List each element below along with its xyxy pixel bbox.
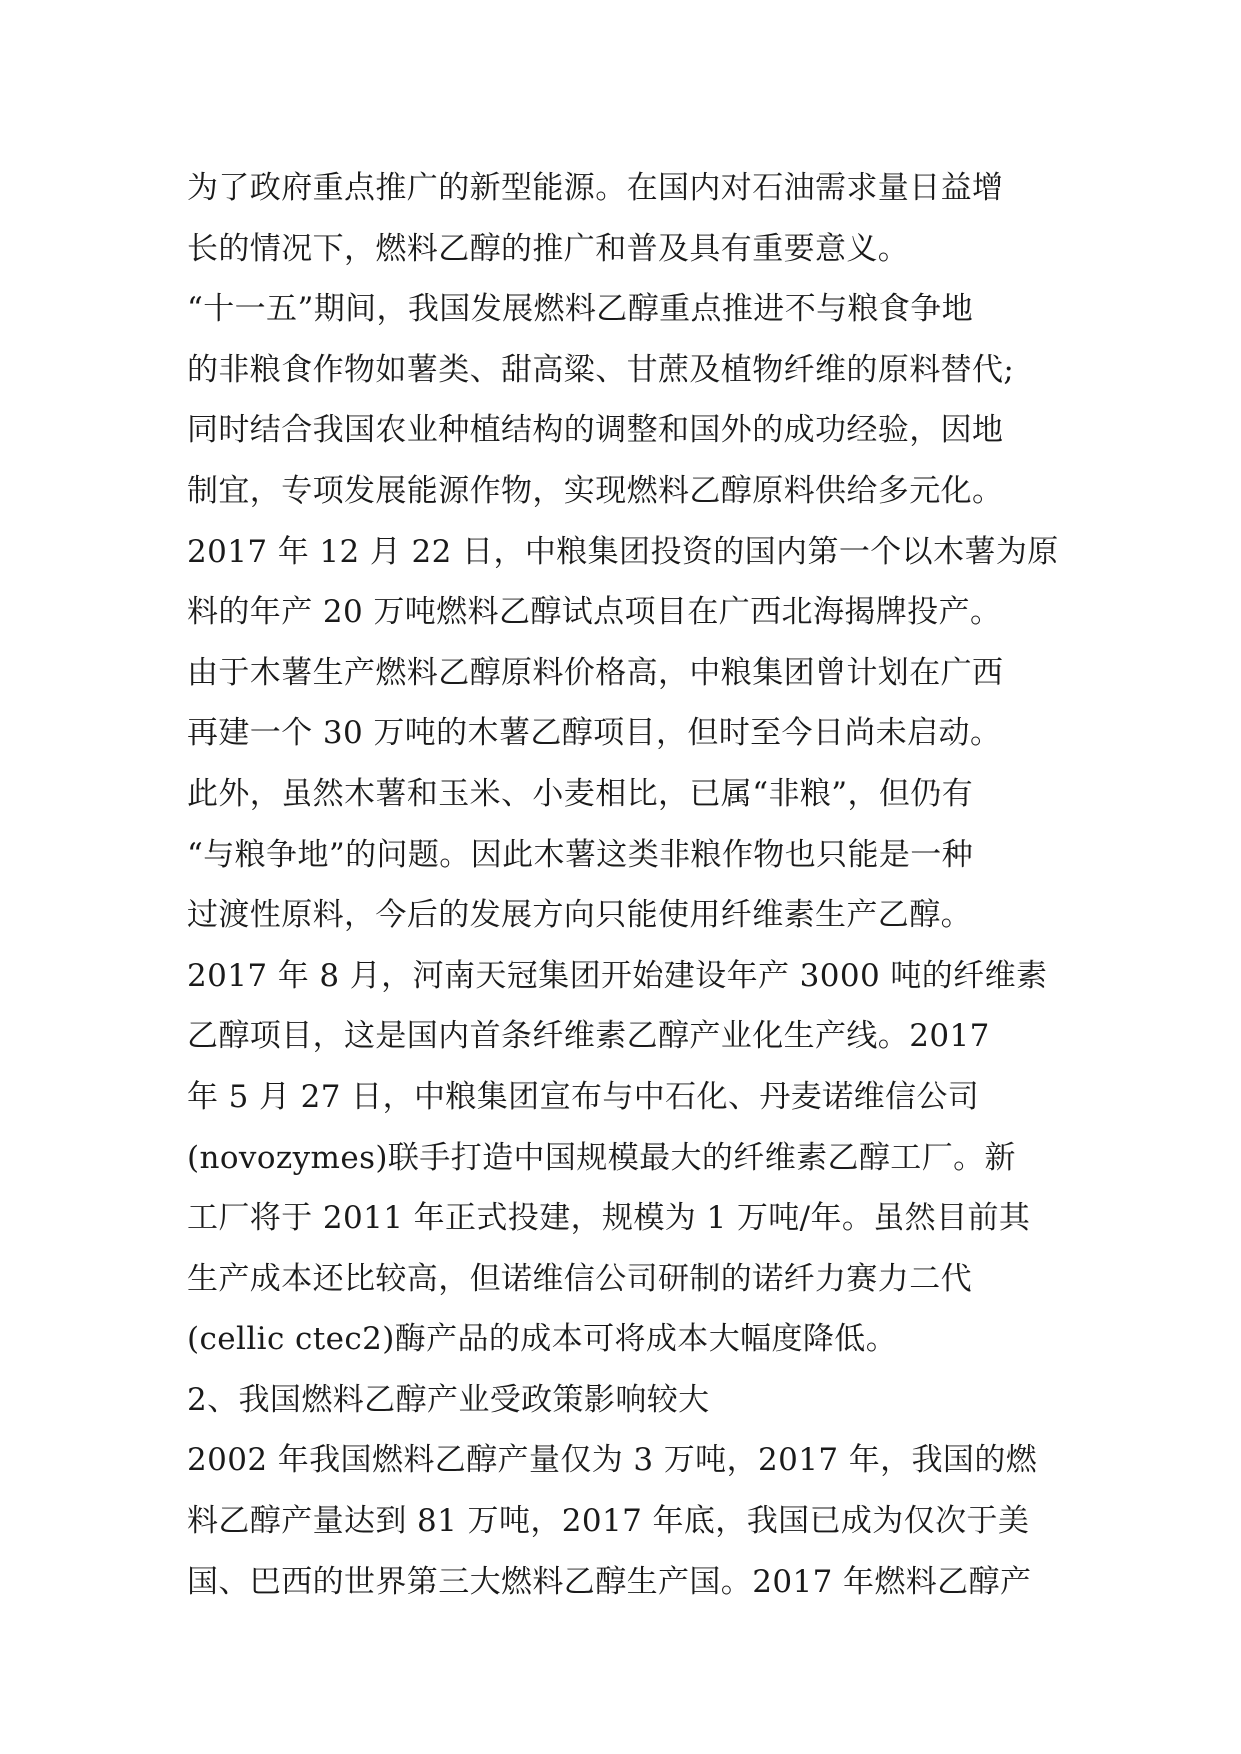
text-line: 再建一个 30 万吨的木薯乙醇项目，但时至今日尚未启动。: [187, 715, 1002, 752]
body-text: [187, 158, 1067, 1612]
text-line: 2017 年 12 月 22 日，中粮集团投资的国内第一个以木薯为原: [187, 533, 1059, 570]
section-heading: 2、我国燃料乙醇产业受政策影响较大: [187, 1381, 710, 1418]
text-line: 料乙醇产量达到 81 万吨，2017 年底，我国已成为仅次于美: [187, 1503, 1030, 1540]
text-line: “与粮争地”的问题。因此木薯这类非粮作物也只能是一种: [187, 836, 974, 873]
text-line: 此外，虽然木薯和玉米、小麦相比，已属“非粮”，但仍有: [187, 775, 974, 812]
text-line: 由于木薯生产燃料乙醇原料价格高，中粮集团曾计划在广西: [187, 654, 1004, 691]
text-line: 制宜，专项发展能源作物，实现燃料乙醇原料供给多元化。: [187, 472, 1004, 509]
text-line: 2017 年 8 月，河南天冠集团开始建设年产 3000 吨的纤维素: [187, 957, 1048, 994]
text-line: 过渡性原料，今后的发展方向只能使用纤维素生产乙醇。: [187, 897, 972, 934]
text-line: 料的年产 20 万吨燃料乙醇试点项目在广西北海揭牌投产。: [187, 594, 1002, 631]
text-line: 年 5 月 27 日，中粮集团宣布与中石化、丹麦诺维信公司: [187, 1078, 980, 1115]
text-line: 工厂将于 2011 年正式投建，规模为 1 万吨/年。虽然目前其: [187, 1200, 1031, 1237]
text-line: (cellic ctec2)酶产品的成本可将成本大幅度降低。: [187, 1321, 898, 1358]
text-line: 为了政府重点推广的新型能源。在国内对石油需求量日益增: [187, 170, 1004, 206]
text-line: (novozymes)联手打造中国规模最大的纤维素乙醇工厂。新: [187, 1139, 1016, 1176]
text-line: 长的情况下，燃料乙醇的推广和普及具有重要意义。: [187, 230, 910, 267]
text-line: 的非粮食作物如薯类、甜高粱、甘蔗及植物纤维的原料替代;: [187, 351, 1015, 388]
text-line: 国、巴西的世界第三大燃料乙醇生产国。2017 年燃料乙醇产: [187, 1563, 1032, 1600]
text-line: 乙醇项目，这是国内首条纤维素乙醇产业化生产线。2017: [187, 1018, 990, 1055]
text-line: “十一五”期间，我国发展燃料乙醇重点推进不与粮食争地: [187, 291, 974, 328]
text-line: 同时结合我国农业种植结构的调整和国外的成功经验，因地: [187, 412, 1004, 449]
text-line: 2002 年我国燃料乙醇产量仅为 3 万吨，2017 年，我国的燃: [187, 1442, 1038, 1479]
text-line: 生产成本还比较高，但诺维信公司研制的诺纤力赛力二代: [187, 1260, 972, 1297]
